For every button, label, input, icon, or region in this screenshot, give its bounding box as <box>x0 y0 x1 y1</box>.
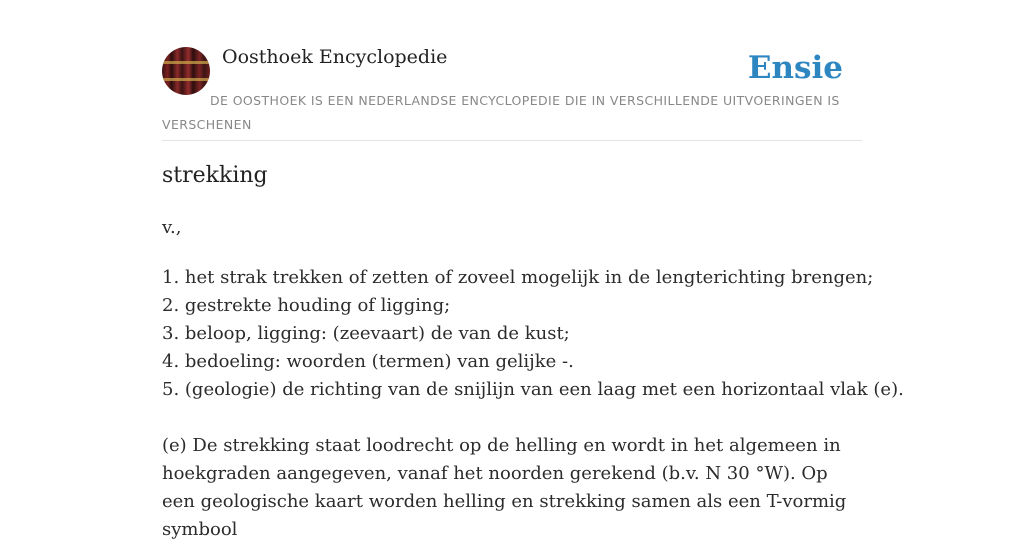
definition-note: (e) De strekking staat loodrecht op de helling en wordt in het algemeen in hoekgraden aangegeven, vanaf het noorden gerekend (b.v. N 30 °W). Op een geologische kaart worden helling en strekking samen als een T-vormig symbool <box>162 435 847 540</box>
page-title: strekking <box>162 163 268 188</box>
definition-item: 1. het strak trekken of zetten of zoveel mogelijk in de lengterichting brengen; <box>162 267 874 288</box>
ensie-logo-link[interactable]: Ensie <box>747 50 843 86</box>
page-content <box>162 0 904 540</box>
definition-item: 4. bedoeling: woorden (termen) van gelijke -. <box>162 351 574 372</box>
site-tagline: DE OOSTHOEK IS EEN NEDERLANDSE ENCYCLOPEDIE DIE IN VERSCHILLENDE UITVOERINGEN IS VERSCHENEN <box>162 93 840 132</box>
definition-item: 5. (geologie) de richting van de snijlijn van een laag met een horizontaal vlak (e). <box>162 379 904 400</box>
definition-item: 2. gestrekte houding of ligging; <box>162 295 451 316</box>
site-header <box>162 0 862 141</box>
definition-item: 3. beloop, ligging: (zeevaart) de van de kust; <box>162 323 570 344</box>
site-name-link[interactable]: Oosthoek Encyclopedie <box>222 46 448 68</box>
part-of-speech: v., <box>162 217 182 238</box>
definition-list <box>162 264 904 404</box>
encyclopedia-books-avatar[interactable] <box>162 47 210 95</box>
